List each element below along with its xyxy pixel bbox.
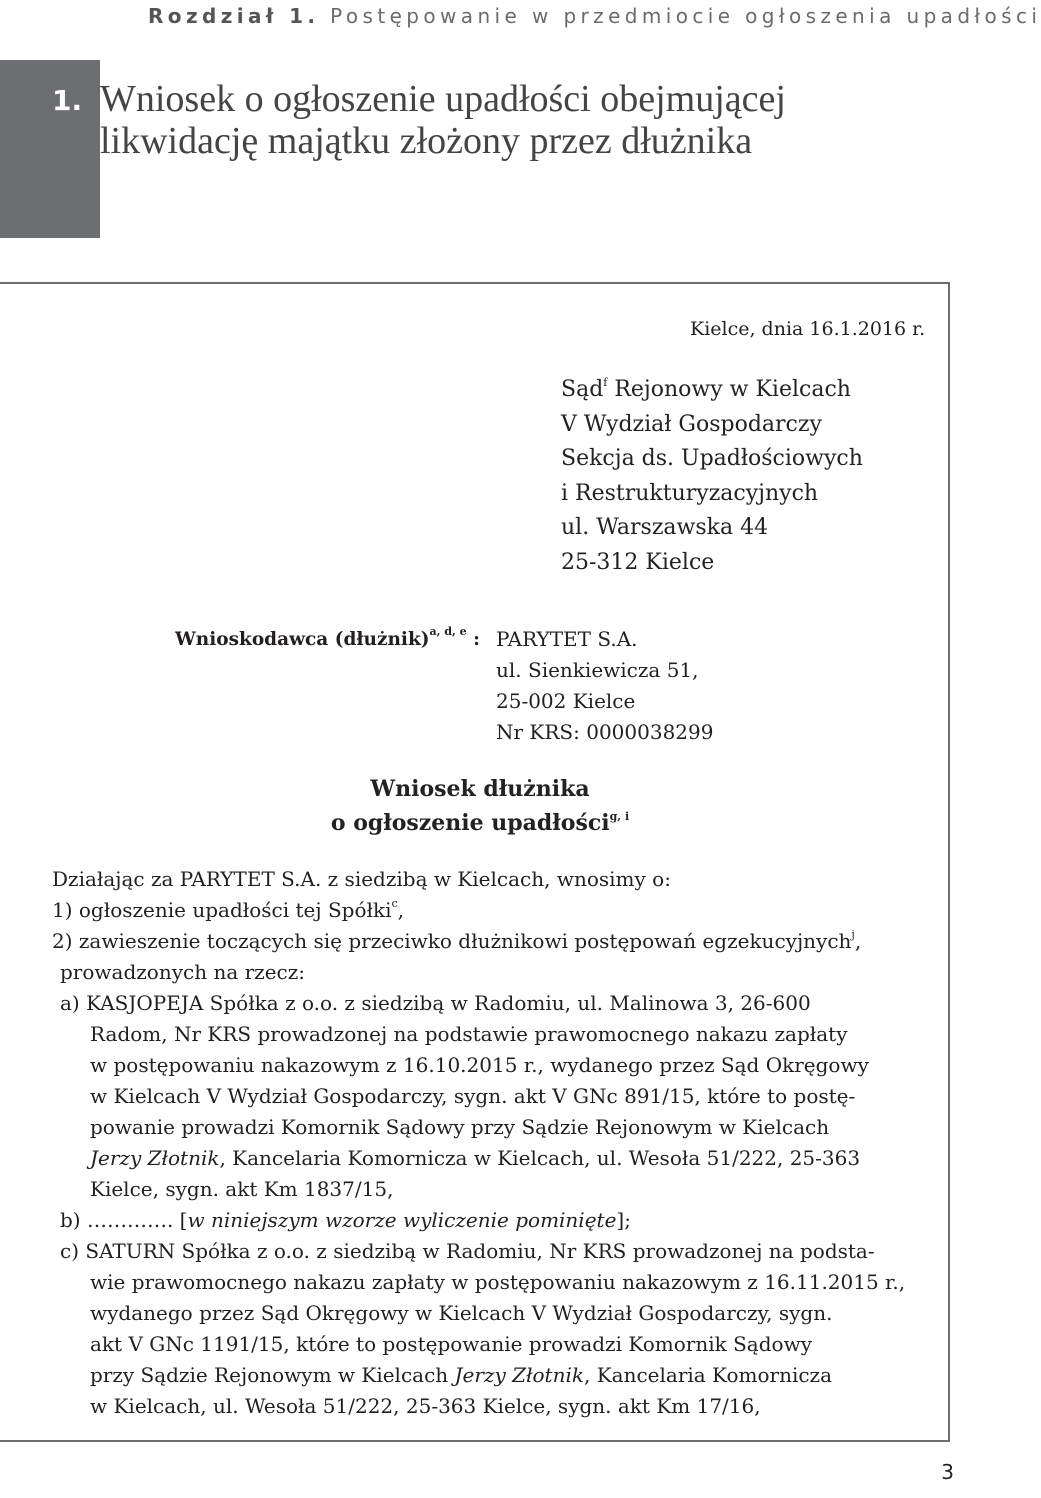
chapter-label: Rozdział 1. — [148, 4, 320, 28]
section-title — [100, 78, 940, 162]
sub-item-c: c) SATURN Spółka z o.o. z siedzibą w Radomiu, Nr KRS prowadzonej na podsta- — [60, 1239, 875, 1263]
sub-item-b: b) …………. [w niniejszym wzorze wyliczenie pominięte]; — [60, 1208, 631, 1232]
section-number-band — [0, 60, 100, 238]
sub-item-c-cont: akt V GNc 1191/15, które to postępowanie prowadzi Komornik Sądowy — [90, 1332, 812, 1356]
court-street: ul. Warszawska 44 — [561, 515, 769, 540]
list-item-2-cont: prowadzonych na rzecz: — [60, 960, 306, 984]
sub-item-c-cont: wydanego przez Sąd Okręgowy w Kielcach V Wydział Gospodarczy, sygn. — [90, 1301, 833, 1325]
sub-item-a-cont: powanie prowadzi Komornik Sądowy przy Sądzie Rejonowym w Kielcach — [90, 1115, 830, 1139]
list-item-2: 2) zawieszenie toczących się przeciwko dłużnikowi postępowań egzekucyjnych$^j$, — [52, 928, 862, 953]
chapter-title: Postępowanie w przedmiocie ogłoszenia upadłości — [330, 4, 1041, 28]
sub-item-a-cont: Radom, Nr KRS prowadzonej na podstawie prawomocnego nakazu zapłaty — [90, 1022, 848, 1046]
court-address — [561, 373, 941, 580]
sub-item-a-cont: w postępowaniu nakazowym z 16.10.2015 r., wydanego przez Sąd Okręgowy — [90, 1053, 869, 1077]
applicant-city: 25-002 Kielce — [496, 689, 636, 713]
court-city: 25-312 Kielce — [561, 549, 715, 575]
document-body — [52, 864, 932, 1422]
court-department: V Wydział Gospodarczy — [561, 411, 822, 437]
document-title-line1: Wniosek dłużnika — [370, 776, 590, 802]
sub-item-a-cont: Kielce, sygn. akt Km 1837/15, — [90, 1177, 394, 1201]
section-title-line: Wniosek o ogłoszenie upadłości obejmującej — [100, 78, 786, 120]
sub-item-c-cont: wie prawomocnego nakazu zapłaty w postępowaniu nakazowym z 16.11.2015 r., — [90, 1270, 906, 1294]
sub-item-a: a) KASJOPEJA Spółka z o.o. z siedzibą w Radomiu, ul. Malinowa 3, 26-600 — [60, 991, 811, 1015]
section-title-line: likwidację majątku złożony przez dłużnika — [100, 120, 753, 162]
page-number: 3 — [941, 1460, 954, 1484]
body-intro: Działając za PARYTET S.A. z siedzibą w Kielcach, wnosimy o: — [52, 867, 671, 891]
court-section: Sekcja ds. Upadłościowych — [561, 446, 863, 471]
court-section-cont: i Restrukturyzacyjnych — [561, 480, 819, 506]
sub-item-c-cont: przy Sądzie Rejonowym w Kielcach Jerzy Złotnik, Kancelaria Komornicza — [90, 1363, 833, 1387]
sub-item-a-cont: Jerzy Złotnik, Kancelaria Komornicza w Kielcach, ul. Wesoła 51/222, 25-363 — [90, 1146, 861, 1170]
section-number: 1. — [52, 84, 83, 117]
applicant-name: PARYTET S.A. — [496, 627, 638, 651]
sub-item-c-cont: w Kielcach, ul. Wesoła 51/222, 25-363 Kielce, sygn. akt Km 17/16, — [90, 1394, 761, 1418]
applicant-krs: Nr KRS: 0000038299 — [496, 720, 714, 744]
letter-date: Kielce, dnia 16.1.2016 r. — [690, 318, 926, 340]
applicant-details — [496, 624, 713, 748]
document-title-line2: o ogłoszenie upadłości$^{g, i}$ — [330, 810, 630, 836]
court-name: Sąd$^f$ Rejonowy w Kielcach — [561, 376, 851, 402]
running-header — [148, 4, 1041, 28]
applicant-street: ul. Sienkiewicza 51, — [496, 658, 699, 682]
sub-item-a-cont: w Kielcach V Wydział Gospodarczy, sygn. akt V GNc 891/15, które to postę- — [90, 1084, 856, 1108]
list-item-1: 1) ogłoszenie upadłości tej Spółki$^c$, — [52, 897, 405, 922]
applicant-label: Wnioskodawca (dłużnik)$^{a, d, e}$ : — [175, 625, 480, 650]
